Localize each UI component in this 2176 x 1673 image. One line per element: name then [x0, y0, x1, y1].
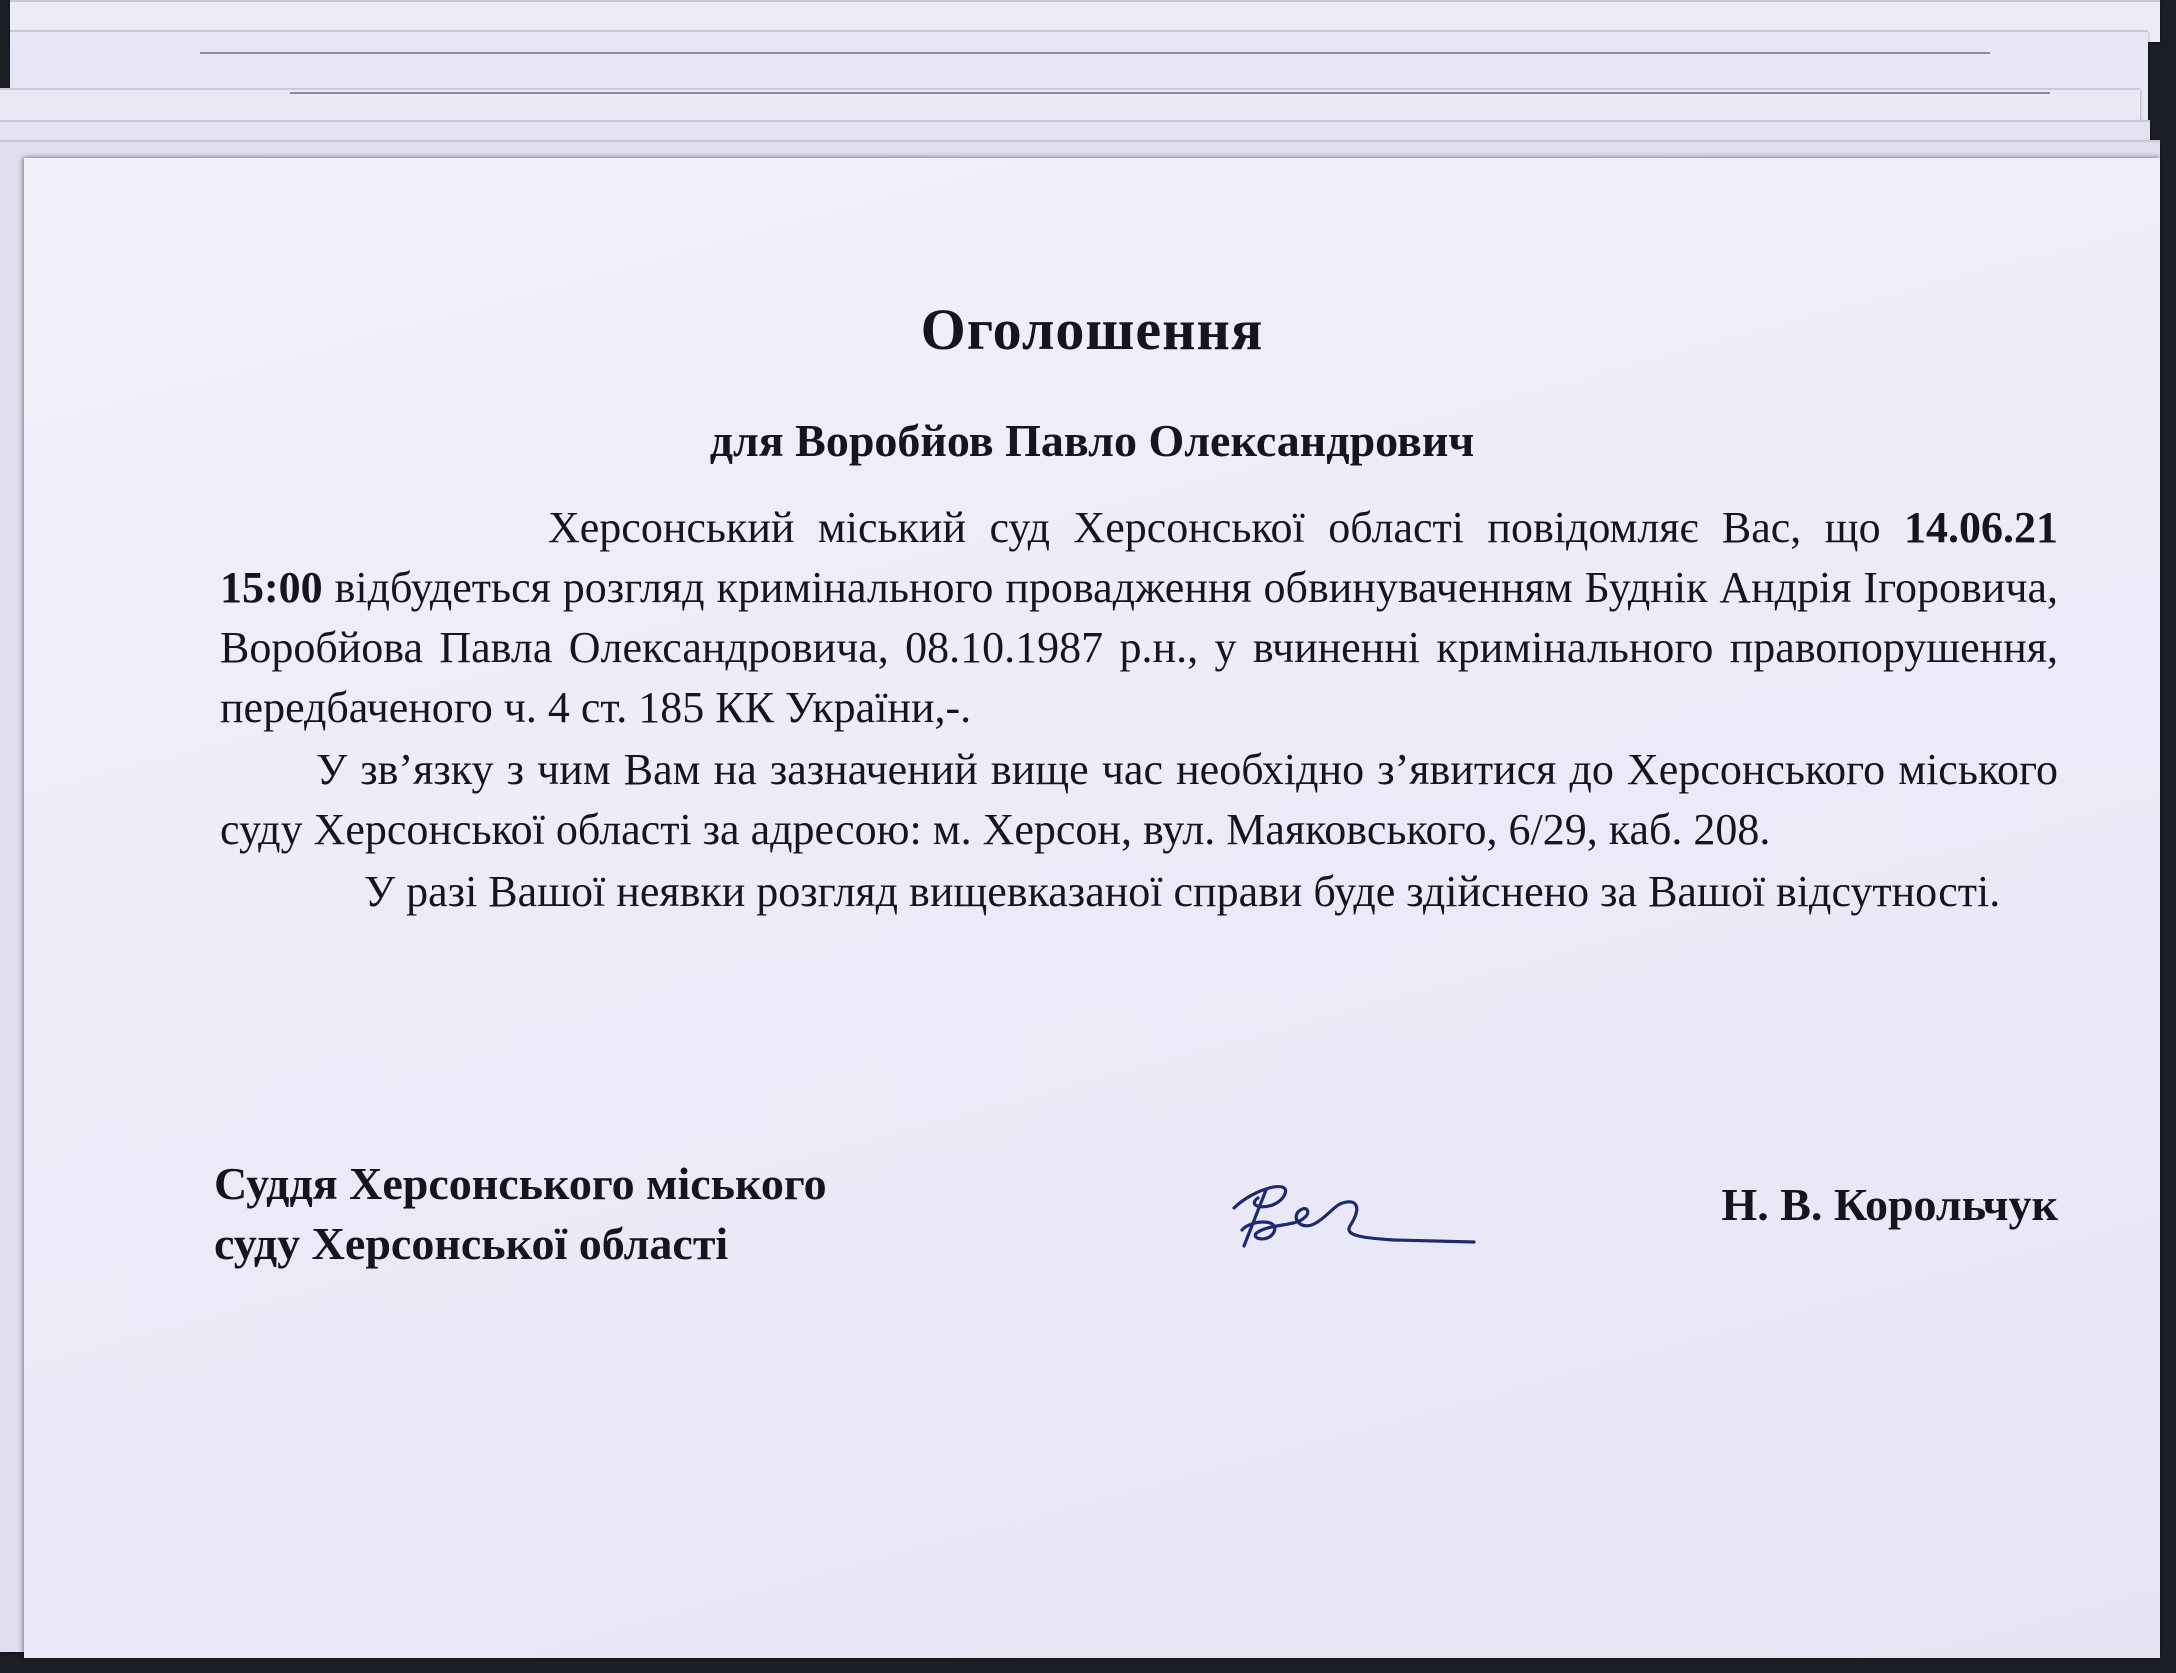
case-description: відбудеться розгляд кримінального провадження обвинуваченням Буднік Андрія Ігоровича, Воробйова Павла Олександровича, 08.10.1987 р.н., у вчиненні кримінального правопорушення, передбаченого ч. 4 ст. 185 КК України,-.	[220, 563, 2059, 732]
judge-title-line: Суддя Херсонського міського	[214, 1158, 827, 1209]
court-notification-text: Херсонський міський суд Херсонської області повідомляє Вас, що	[548, 503, 1881, 552]
absence-warning: У разі Вашої неявки розгляд вищевказаної справи буде здійснено за Вашої відсутності.	[364, 867, 2001, 916]
handwritten-signature	[1214, 1168, 1484, 1258]
judge-name: Н. В. Корольчук	[1721, 1179, 2058, 1230]
notice-body	[220, 498, 2058, 922]
background-sheet-edge	[200, 52, 1990, 54]
hearing-datetime: 14.06.21 15:00	[220, 503, 2059, 612]
notice-sheet	[24, 158, 2160, 1658]
background-sheet-edge	[290, 92, 2050, 94]
notice-paragraph	[220, 498, 2058, 738]
judge-title-line: суду Херсонської області	[214, 1218, 729, 1269]
appearance-instructions: У зв’язку з чим Вам на зазначений вище час необхідно з’явитися до Херсонського міського суду Херсонської області за адресою: м. Херсон, вул. Маяковського, 6/29, каб. 208.	[220, 745, 2058, 854]
notice-addressee: для Воробйов Павло Олександрович	[709, 415, 1475, 466]
judge-title	[214, 1154, 827, 1274]
notice-title: Оголошення	[920, 297, 1264, 362]
